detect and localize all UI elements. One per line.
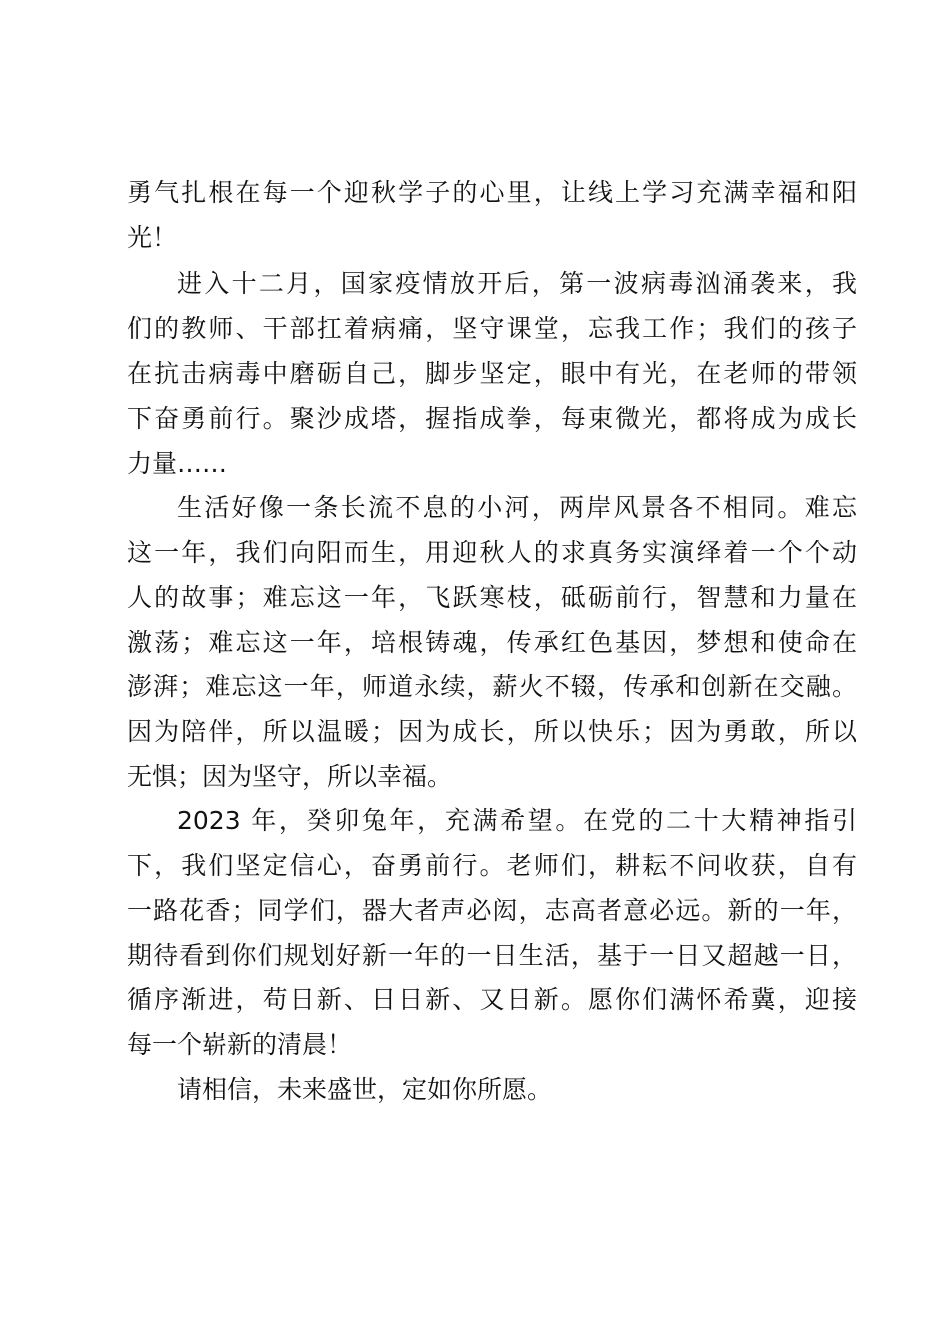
text-line: 这一年，我们向阳而生，用迎秋人的求真务实演绎着一个个动	[127, 538, 857, 567]
text-line: 无惧；因为坚守，所以幸福。	[127, 762, 453, 791]
text-line: 勇气扎根在每一个迎秋学子的心里，让线上学习充满幸福和阳	[127, 178, 857, 207]
text-line: 期待看到你们规划好新一年的一日生活，基于一日又超越一日，	[127, 941, 857, 970]
text-line: 进入十二月，国家疫情放开后，第一波病毒汹涌袭来，我	[177, 269, 857, 298]
text-line: 下，我们坚定信心，奋勇前行。老师们，耕耘不问收获，自有	[127, 851, 857, 880]
text-line: 光！	[127, 223, 178, 252]
text-line: 每一个崭新的清晨！	[127, 1030, 353, 1059]
text-line: 循序渐进，苟日新、日日新、又日新。愿你们满怀希冀，迎接	[127, 985, 857, 1014]
text-line: 请相信，未来盛世，定如你所愿。	[177, 1075, 553, 1104]
text-line: 一路花香；同学们，器大者声必闳，志高者意必远。新的一年，	[127, 896, 857, 925]
text-line: 下奋勇前行。聚沙成塔，握指成拳，每束微光，都将成为成长	[127, 404, 857, 433]
text-line: 2023 年，癸卯兔年，充满希望。在党的二十大精神指引	[177, 806, 857, 835]
text-line: 激荡；难忘这一年，培根铸魂，传承红色基因，梦想和使命在	[127, 628, 857, 657]
text-line: 们的教师、干部扛着病痛，坚守课堂，忘我工作；我们的孩子	[127, 314, 857, 343]
text-line: 在抗击病毒中磨砺自己，脚步坚定，眼中有光，在老师的带领	[127, 359, 857, 388]
text-line: 人的故事；难忘这一年，飞跃寒枝，砥砺前行，智慧和力量在	[127, 583, 857, 612]
text-line: 力量……	[127, 449, 228, 478]
text-line: 因为陪伴，所以温暖；因为成长，所以快乐；因为勇敢，所以	[127, 717, 857, 746]
text-line: 澎湃；难忘这一年，师道永续，薪火不辍，传承和创新在交融。	[127, 672, 857, 701]
text-line: 生活好像一条长流不息的小河，两岸风景各不相同。难忘	[177, 493, 857, 522]
